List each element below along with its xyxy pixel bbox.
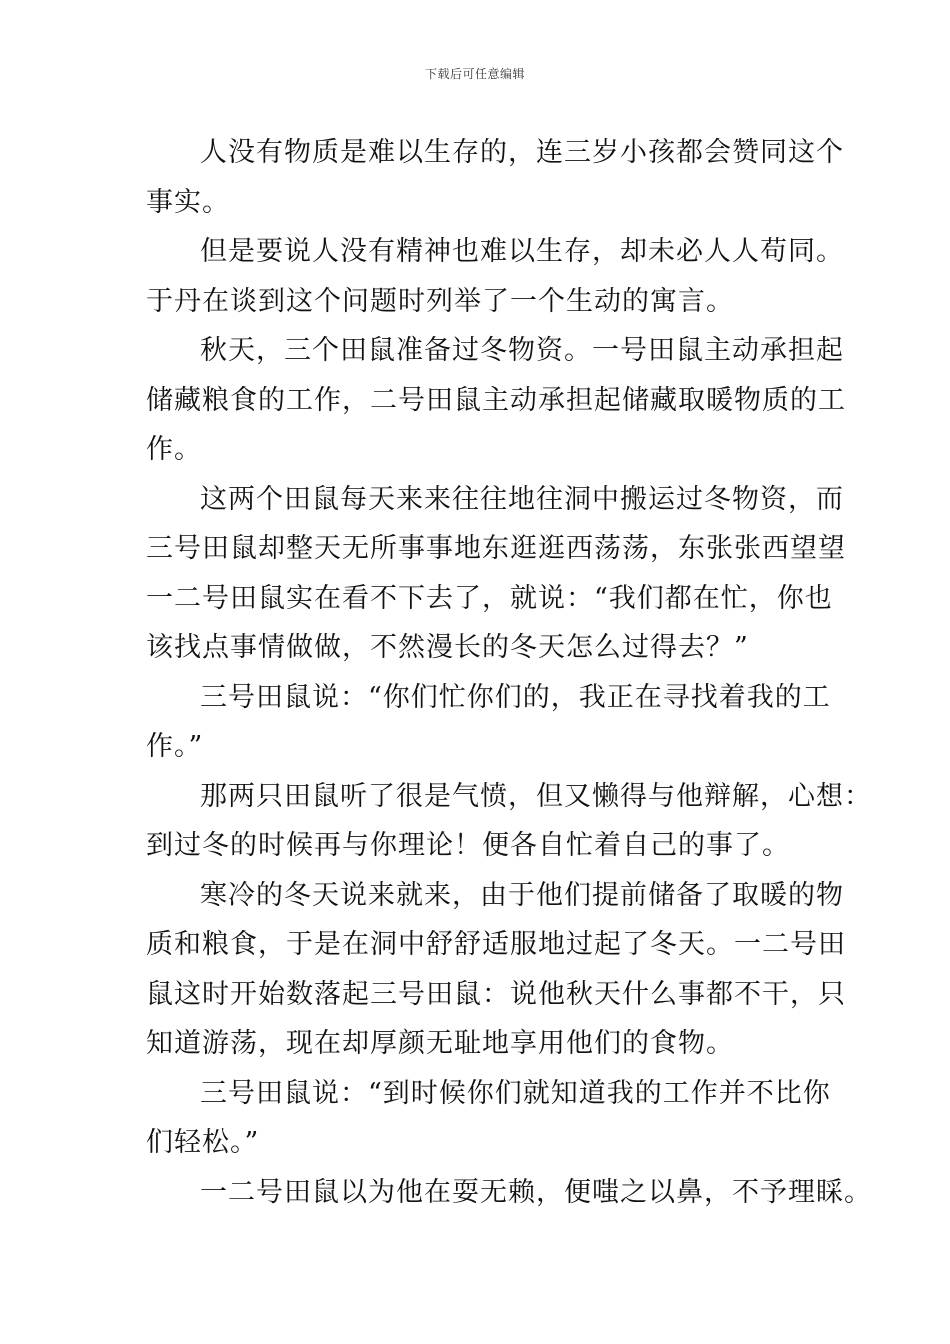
text-line: 们轻松。” <box>146 1127 260 1158</box>
text-line: 但是要说人没有精神也难以生存，却未必人人苟同。 <box>200 236 844 267</box>
text-line: 鼠这时开始数落起三号田鼠：说他秋天什么事都不干，只 <box>146 978 846 1010</box>
text-line: 三号田鼠却整天无所事事地东逛逛西荡荡，东张张西望望 <box>146 533 846 564</box>
text-line: 秋天，三个田鼠准备过冬物资。一号田鼠主动承担起 <box>200 335 844 366</box>
paragraph-6 <box>146 772 872 871</box>
text-line: 一二号田鼠实在看不下去了，就说：“我们都在忙，你也 <box>146 582 833 614</box>
page-header: 下载后可任意编辑 <box>424 67 525 81</box>
text-line: 质和粮食，于是在洞中舒舒适服地过起了冬天。一二号田 <box>146 929 846 960</box>
paragraph-2 <box>146 227 844 326</box>
text-line: 作。 <box>146 434 202 465</box>
text-line: 于丹在谈到这个问题时列举了一个生动的寓言。 <box>146 285 734 317</box>
paragraph-1 <box>146 128 844 227</box>
text-line: 作。” <box>146 731 204 762</box>
paragraph-8 <box>146 1069 836 1168</box>
text-line: 人没有物质是难以生存的，连三岁小孩都会赞同这个 <box>200 137 844 168</box>
text-line: 事实。 <box>146 186 230 218</box>
paragraph-5 <box>146 673 836 772</box>
text-line: 那两只田鼠听了很是气愤，但又懒得与他辩解，心想： <box>200 780 872 812</box>
paragraph-9 <box>146 1168 872 1218</box>
paragraph-7 <box>146 871 846 1069</box>
document-body <box>146 128 872 1217</box>
text-line: 这两个田鼠每天来来往往地往洞中搬运过冬物资，而 <box>200 483 844 515</box>
text-line: 一二号田鼠以为他在耍无赖，便嗤之以鼻，不予理睬。 <box>200 1176 872 1208</box>
text-line: 到过冬的时候再与你理论！便各自忙着自己的事了。 <box>146 830 790 861</box>
text-line: 知道游荡，现在却厚颜无耻地享用他们的食物。 <box>146 1028 734 1059</box>
text-line: 三号田鼠说：“到时候你们就知道我的工作并不比你 <box>200 1077 831 1109</box>
paragraph-4 <box>146 475 846 673</box>
paragraph-3 <box>146 326 846 475</box>
text-line: 该找点事情做做，不然漫长的冬天怎么过得去？” <box>146 632 749 663</box>
text-line: 储藏粮食的工作，二号田鼠主动承担起储藏取暖物质的工 <box>146 384 846 416</box>
text-line: 三号田鼠说：“你们忙你们的，我正在寻找着我的工 <box>200 681 831 713</box>
text-line: 寒冷的冬天说来就来，由于他们提前储备了取暖的物 <box>200 879 844 911</box>
